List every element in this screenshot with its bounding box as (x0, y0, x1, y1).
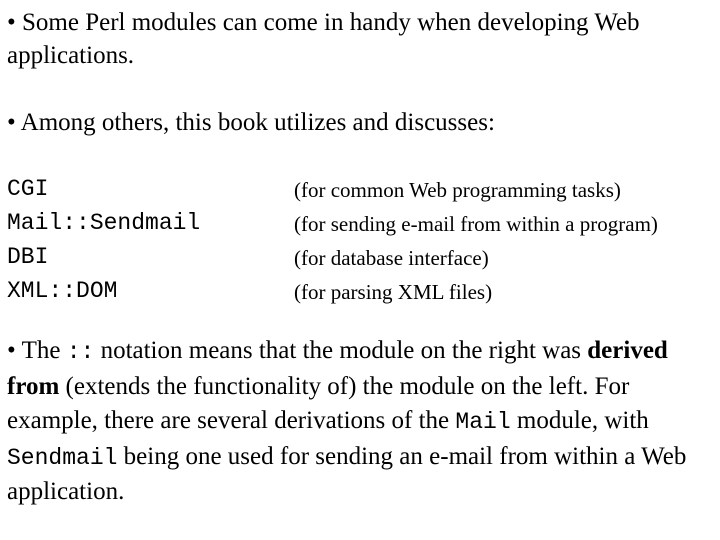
module-list (0, 172, 720, 308)
bullet: • (7, 337, 16, 364)
notation-paragraph (7, 334, 712, 510)
module-description: (for parsing XML files) (294, 280, 493, 304)
module-description: (for common Web programming tasks) (294, 178, 621, 202)
notation-text-2: notation means that the module on the right was (100, 337, 582, 364)
notation-text-1: The (21, 337, 61, 364)
module-row (0, 172, 720, 206)
mail-module-code: Mail (455, 409, 511, 435)
intro-paragraph (7, 6, 707, 72)
module-description: (for sending e-mail from within a program) (294, 212, 658, 236)
derived-from-emphasis: derived from (7, 337, 668, 400)
intro-text: Some Perl modules can come in handy when developing Web applications. (7, 9, 640, 69)
notation-text-3: (extends the functionality of) the module on the left. For example, there are several derivations of the (7, 372, 630, 434)
module-row (0, 206, 720, 240)
module-name: Mail::Sendmail (7, 210, 201, 236)
sendmail-module-code: Sendmail (7, 444, 118, 471)
bullet: • (7, 9, 16, 36)
notation-text-5: being one used for sending an e-mail from within a Web application. (7, 442, 687, 505)
module-row (0, 274, 720, 308)
module-row (0, 240, 720, 274)
module-name: CGI (7, 176, 49, 202)
among-text: Among others, this book utilizes and discusses: (20, 109, 495, 136)
notation-text-4: module, with (516, 407, 649, 434)
module-name: DBI (7, 244, 49, 270)
bullet: • (7, 109, 16, 136)
module-name: XML::DOM (7, 278, 118, 304)
among-paragraph (7, 106, 707, 139)
module-description: (for database interface) (294, 246, 489, 270)
scope-operator: :: (66, 339, 95, 365)
